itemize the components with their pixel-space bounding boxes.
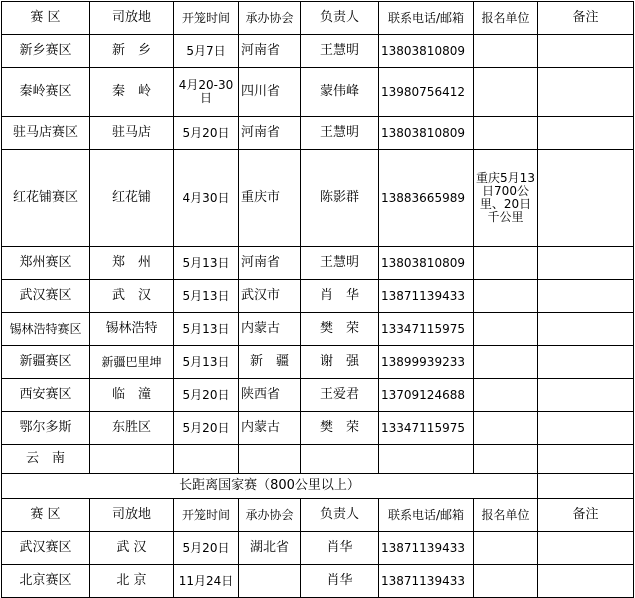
cell-time: 4月30日: [174, 150, 239, 247]
cell-note: [538, 150, 634, 247]
cell-zone: 秦岭赛区: [2, 68, 90, 117]
cell-time: 5月13日: [174, 346, 239, 379]
cell-person: 王慧明: [301, 117, 379, 150]
header-unit: 报名单位: [474, 2, 538, 35]
cell-note: [538, 68, 634, 117]
cell-release: 锡林浩特: [90, 313, 174, 346]
cell-person: 王慧明: [301, 247, 379, 280]
header-zone: 赛 区: [2, 2, 90, 35]
header-note: 备注: [538, 2, 634, 35]
cell-note: [538, 35, 634, 68]
cell-unit: [474, 565, 538, 598]
cell-unit: [474, 445, 538, 474]
cell-unit: 重庆5月13日700公里、20日千公里: [474, 150, 538, 247]
table-row: [2, 35, 634, 68]
cell-time: 5月13日: [174, 313, 239, 346]
cell-person: 谢 强: [301, 346, 379, 379]
cell-time: 4月20-30日: [174, 68, 239, 117]
cell-zone: 新乡赛区: [2, 35, 90, 68]
table-row: [2, 379, 634, 412]
cell-note: [538, 117, 634, 150]
cell-release: 新疆巴里坤: [90, 346, 174, 379]
cell-unit: [474, 247, 538, 280]
cell-release: 秦 岭: [90, 68, 174, 117]
cell-phone: 13347115975: [379, 412, 474, 445]
cell-release: 武 汉: [90, 280, 174, 313]
cell-time: 5月13日: [174, 280, 239, 313]
header-note: 备注: [538, 499, 634, 532]
cell-assoc: 河南省: [239, 117, 301, 150]
header-phone: 联系电话/邮箱: [379, 499, 474, 532]
cell-person: 肖华: [301, 532, 379, 565]
cell-zone: 武汉赛区: [2, 532, 90, 565]
cell-time: 5月13日: [174, 247, 239, 280]
cell-time: [174, 445, 239, 474]
cell-unit: [474, 117, 538, 150]
cell-assoc: 四川省: [239, 68, 301, 117]
cell-note: [538, 379, 634, 412]
cell-assoc: 内蒙古: [239, 313, 301, 346]
cell-time: 5月20日: [174, 117, 239, 150]
table-row: [2, 117, 634, 150]
cell-unit: [474, 68, 538, 117]
cell-phone: 13803810809: [379, 247, 474, 280]
cell-person: 樊 荣: [301, 412, 379, 445]
cell-assoc: [239, 445, 301, 474]
table-row: [2, 532, 634, 565]
cell-person: 陈影群: [301, 150, 379, 247]
cell-note: [538, 247, 634, 280]
header-zone: 赛 区: [2, 499, 90, 532]
cell-person: 王慧明: [301, 35, 379, 68]
header-unit: 报名单位: [474, 499, 538, 532]
cell-unit: [474, 280, 538, 313]
cell-time: 5月7日: [174, 35, 239, 68]
cell-zone: 锡林浩特赛区: [2, 313, 90, 346]
table-row: [2, 150, 634, 247]
cell-release: 武 汉: [90, 532, 174, 565]
cell-note: [538, 565, 634, 598]
cell-phone: 13803810809: [379, 35, 474, 68]
cell-assoc: 重庆市: [239, 150, 301, 247]
cell-zone: 驻马店赛区: [2, 117, 90, 150]
cell-release: 新 乡: [90, 35, 174, 68]
cell-release: 红花铺: [90, 150, 174, 247]
cell-note: [538, 532, 634, 565]
cell-unit: [474, 346, 538, 379]
cell-release: 北 京: [90, 565, 174, 598]
cell-assoc: 河南省: [239, 35, 301, 68]
cell-unit: [474, 412, 538, 445]
cell-phone: 13871139433: [379, 280, 474, 313]
cell-time: 5月20日: [174, 379, 239, 412]
cell-release: 郑 州: [90, 247, 174, 280]
header-time: 开笼时间: [174, 2, 239, 35]
cell-time: 5月20日: [174, 532, 239, 565]
table-row: [2, 68, 634, 117]
cell-assoc: [239, 565, 301, 598]
header-row-2: [2, 499, 634, 532]
header-release: 司放地: [90, 2, 174, 35]
cell-phone: 13347115975: [379, 313, 474, 346]
cell-phone: 13803810809: [379, 117, 474, 150]
table-row: [2, 280, 634, 313]
cell-phone: 13980756412: [379, 68, 474, 117]
section-title: 长距离国家赛（800公里以上）: [2, 474, 538, 499]
header-release: 司放地: [90, 499, 174, 532]
cell-time: 5月20日: [174, 412, 239, 445]
section-title-row: [2, 474, 634, 499]
cell-release: 临 潼: [90, 379, 174, 412]
cell-note: [538, 445, 634, 474]
cell-phone: 13709124688: [379, 379, 474, 412]
cell-assoc: 河南省: [239, 247, 301, 280]
cell-release: 东胜区: [90, 412, 174, 445]
table-row: [2, 445, 634, 474]
cell-assoc: 陕西省: [239, 379, 301, 412]
header-row: [2, 2, 634, 35]
cell-zone: 红花铺赛区: [2, 150, 90, 247]
cell-zone: 云 南: [2, 445, 90, 474]
cell-zone: 郑州赛区: [2, 247, 90, 280]
table-row: [2, 247, 634, 280]
cell-assoc: 内蒙古: [239, 412, 301, 445]
header-person: 负责人: [301, 2, 379, 35]
cell-time: 11月24日: [174, 565, 239, 598]
cell-person: 肖 华: [301, 280, 379, 313]
cell-person: [301, 445, 379, 474]
table-row: [2, 412, 634, 445]
cell-note: [538, 313, 634, 346]
cell-release: [90, 445, 174, 474]
cell-phone: [379, 445, 474, 474]
header-assoc: 承办协会: [239, 2, 301, 35]
cell-phone: 13871139433: [379, 565, 474, 598]
cell-person: 蒙伟峰: [301, 68, 379, 117]
cell-phone: 13871139433: [379, 532, 474, 565]
cell-zone: 西安赛区: [2, 379, 90, 412]
cell-person: 樊 荣: [301, 313, 379, 346]
table-row: [2, 565, 634, 598]
cell-phone: 13883665989: [379, 150, 474, 247]
race-schedule-table: [1, 1, 634, 598]
cell-assoc: 新 疆: [239, 346, 301, 379]
cell-person: 王爱君: [301, 379, 379, 412]
cell-note: [538, 346, 634, 379]
cell-zone: 北京赛区: [2, 565, 90, 598]
table-row: [2, 313, 634, 346]
section-title-empty-cell: [538, 474, 634, 499]
header-phone: 联系电话/邮箱: [379, 2, 474, 35]
cell-zone: 鄂尔多斯: [2, 412, 90, 445]
header-time: 开笼时间: [174, 499, 239, 532]
cell-zone: 新疆赛区: [2, 346, 90, 379]
cell-phone: 13899939233: [379, 346, 474, 379]
cell-assoc: 武汉市: [239, 280, 301, 313]
table-row: [2, 346, 634, 379]
cell-note: [538, 412, 634, 445]
cell-zone: 武汉赛区: [2, 280, 90, 313]
cell-person: 肖华: [301, 565, 379, 598]
cell-unit: [474, 35, 538, 68]
header-assoc: 承办协会: [239, 499, 301, 532]
header-person: 负责人: [301, 499, 379, 532]
cell-unit: [474, 532, 538, 565]
cell-release: 驻马店: [90, 117, 174, 150]
cell-assoc: 湖北省: [239, 532, 301, 565]
cell-note: [538, 280, 634, 313]
cell-unit: [474, 379, 538, 412]
cell-unit: [474, 313, 538, 346]
